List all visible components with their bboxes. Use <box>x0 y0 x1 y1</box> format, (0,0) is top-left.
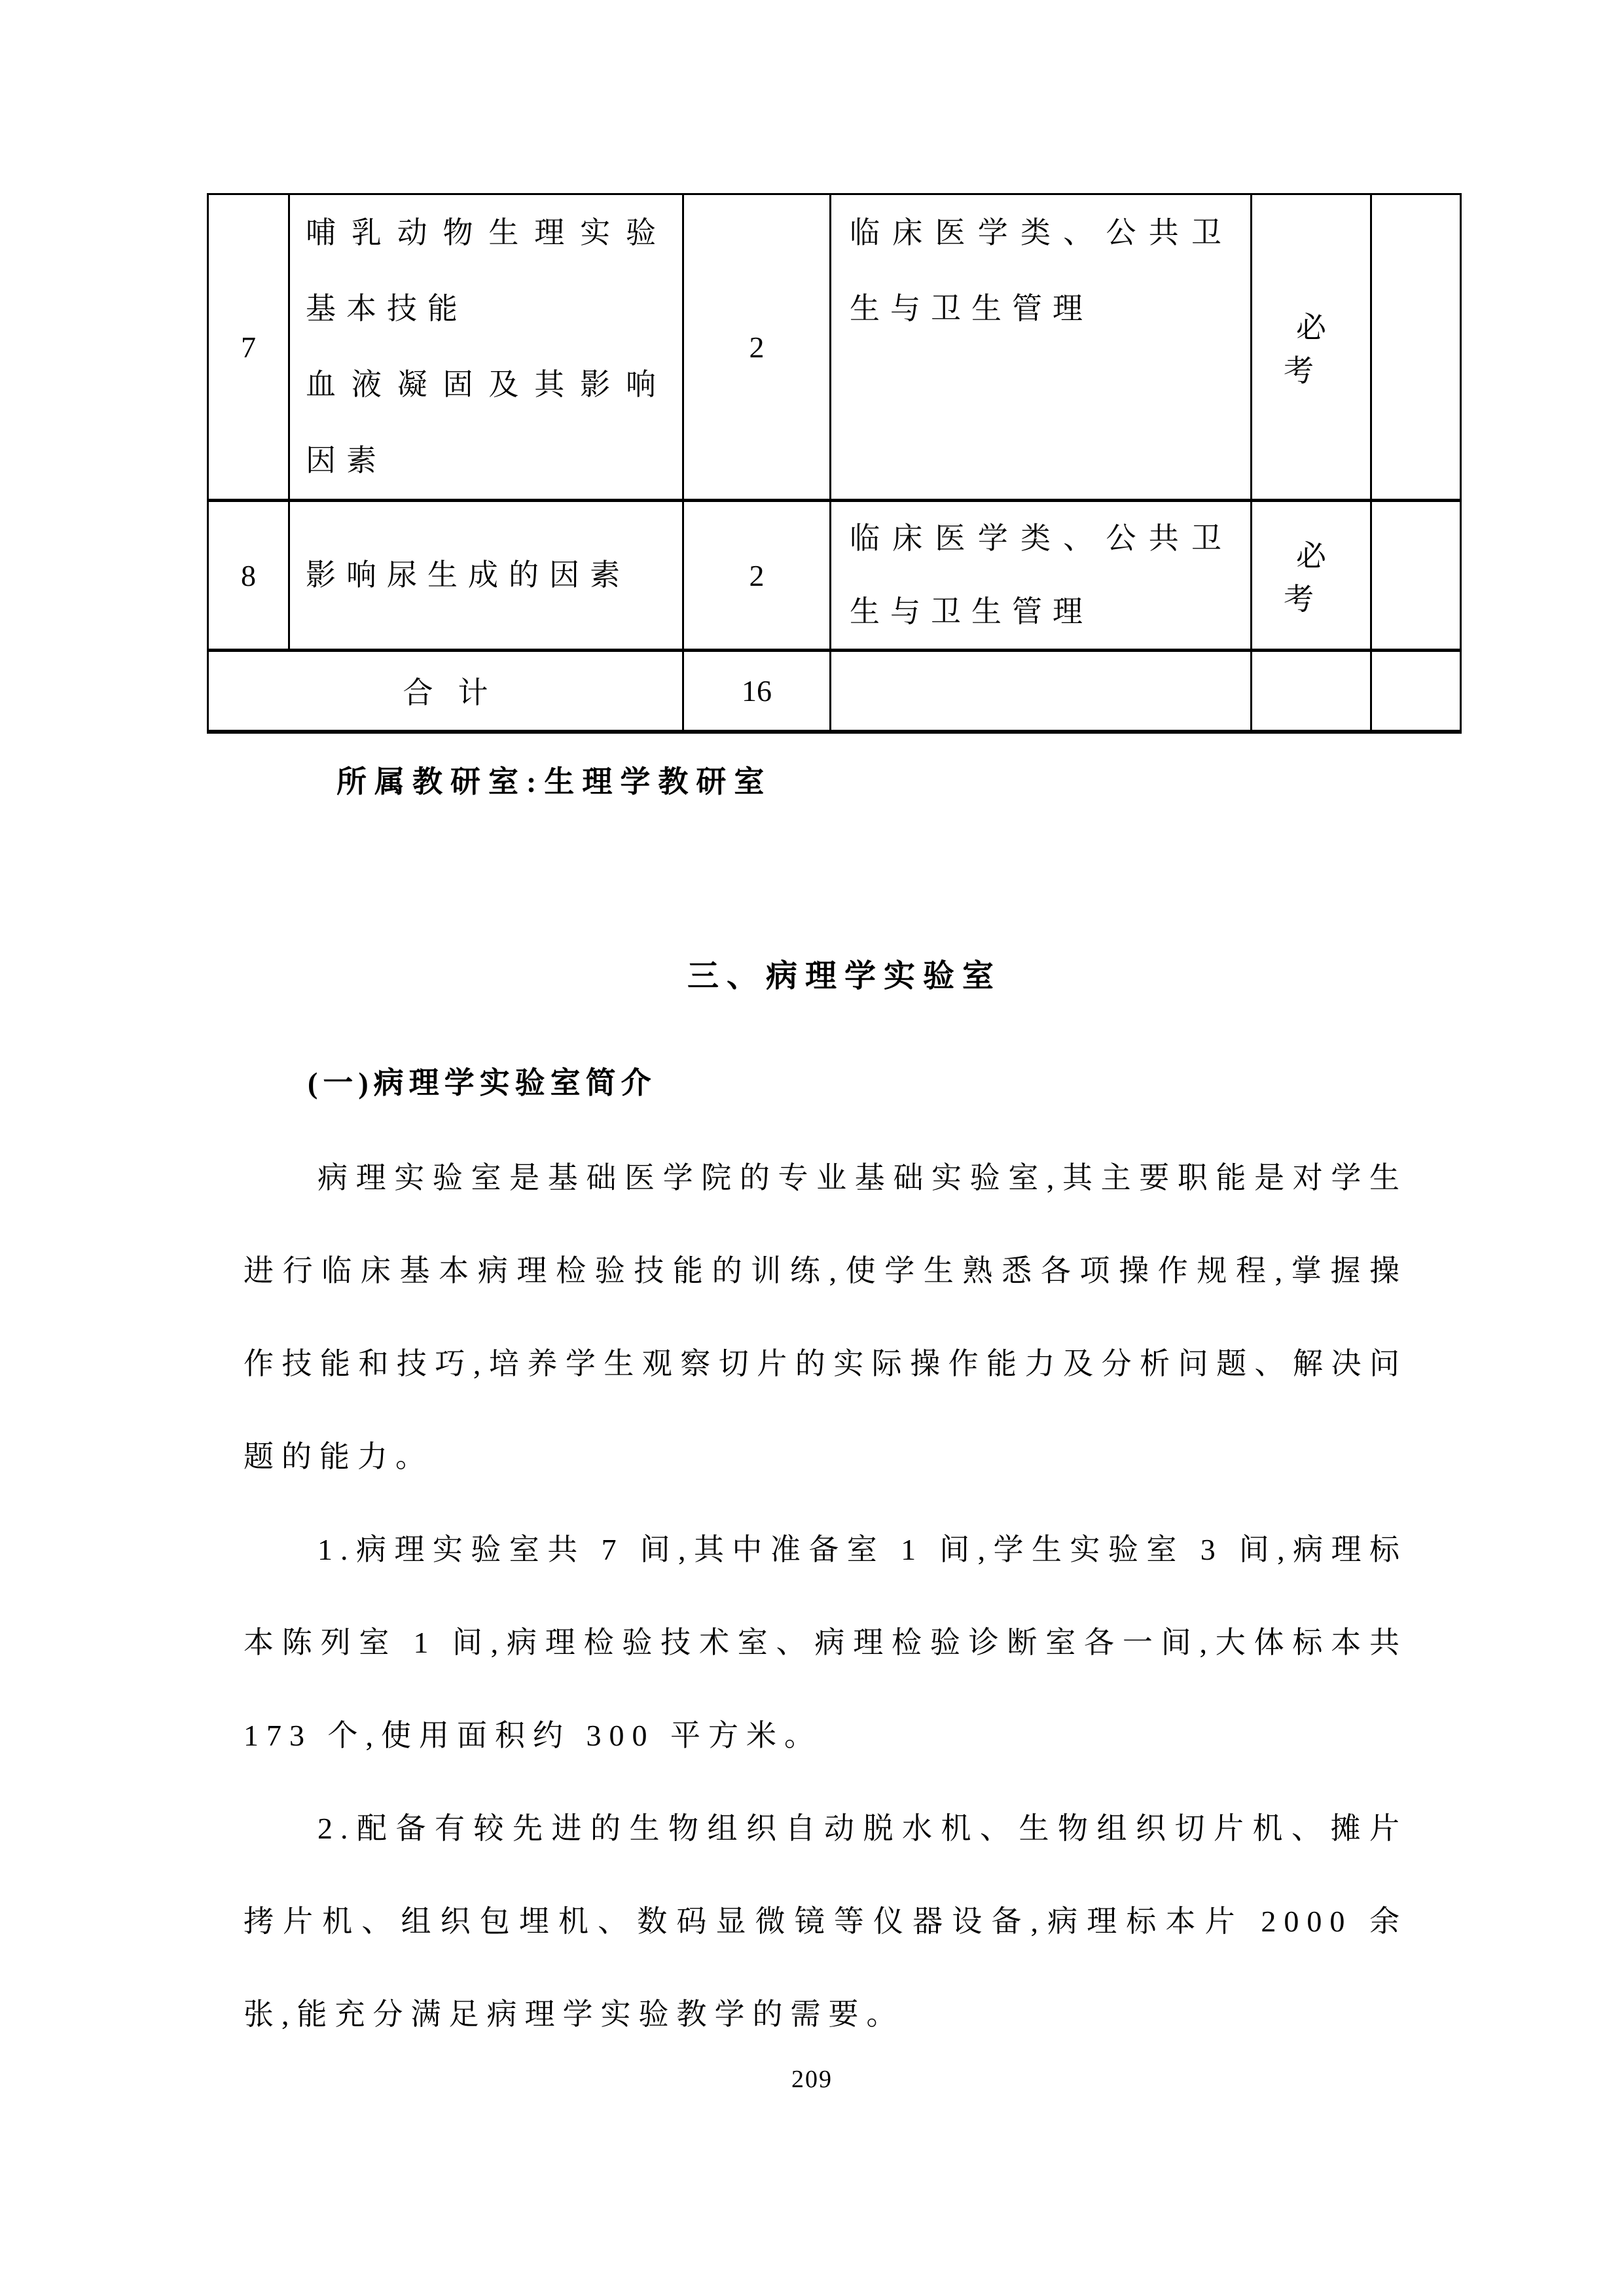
table-total-row <box>208 651 1461 732</box>
affiliation-line: 所属教研室:生理学教研室 <box>336 765 772 798</box>
hours-cell: 2 <box>683 501 831 651</box>
exam-requirement-cell: 必考 <box>1252 501 1371 651</box>
majors-cell: 临床医学类、公共卫生与卫生管理 <box>831 194 1252 501</box>
exam-requirement-cell: 必考 <box>1252 194 1371 501</box>
experiment-name-cell <box>289 501 683 651</box>
experiment-name-line: 影响尿生成的因素 <box>306 558 630 592</box>
total-hours-cell: 16 <box>683 651 831 732</box>
exam-requirement-cell <box>1252 651 1371 732</box>
note-cell <box>1371 651 1461 732</box>
section-heading: 三、病理学实验室 <box>687 959 1002 994</box>
page-number: 209 <box>791 2066 833 2093</box>
majors-cell: 临床医学类、公共卫生与卫生管理 <box>831 501 1252 651</box>
body-text-block <box>244 1132 1407 2061</box>
majors-cell <box>831 651 1252 732</box>
table-row <box>208 501 1461 651</box>
note-cell <box>1371 501 1461 651</box>
experiment-name-cell <box>289 194 683 501</box>
paragraph-item1: 1.病理实验室共 7 间,其中准备室 1 间,学生实验室 3 间,病理标本陈列室 1 间,病理检验技术室、病理检验诊断室各一间,大体标本共 173 个,使用面积约 300 平方米。 <box>244 1533 1407 1752</box>
experiment-name-line: 哺乳动物生理实验基本技能 <box>306 216 666 325</box>
note-cell <box>1371 194 1461 501</box>
course-schedule-table <box>207 193 1462 734</box>
paragraph-item2: 2.配备有较先进的生物组织自动脱水机、生物组织切片机、摊片拷片机、组织包埋机、数码显微镜等仪器设备,病理标本片 2000 余张,能充分满足病理学实验教学的需要。 <box>244 1812 1407 2031</box>
subsection-heading: (一)病理学实验室简介 <box>308 1066 657 1100</box>
row-number-cell: 8 <box>208 501 289 651</box>
hours-cell: 2 <box>683 194 831 501</box>
row-number-cell: 7 <box>208 194 289 501</box>
total-label-cell: 合计 <box>208 651 683 732</box>
paragraph-intro: 病理实验室是基础医学院的专业基础实验室,其主要职能是对学生进行临床基本病理检验技能的训练,使学生熟悉各项操作规程,掌握操作技能和技巧,培养学生观察切片的实际操作能力及分析问题、解决问题的能力。 <box>244 1161 1407 1473</box>
experiment-name-line: 血液凝固及其影响因素 <box>306 368 666 477</box>
table-row <box>208 194 1461 501</box>
